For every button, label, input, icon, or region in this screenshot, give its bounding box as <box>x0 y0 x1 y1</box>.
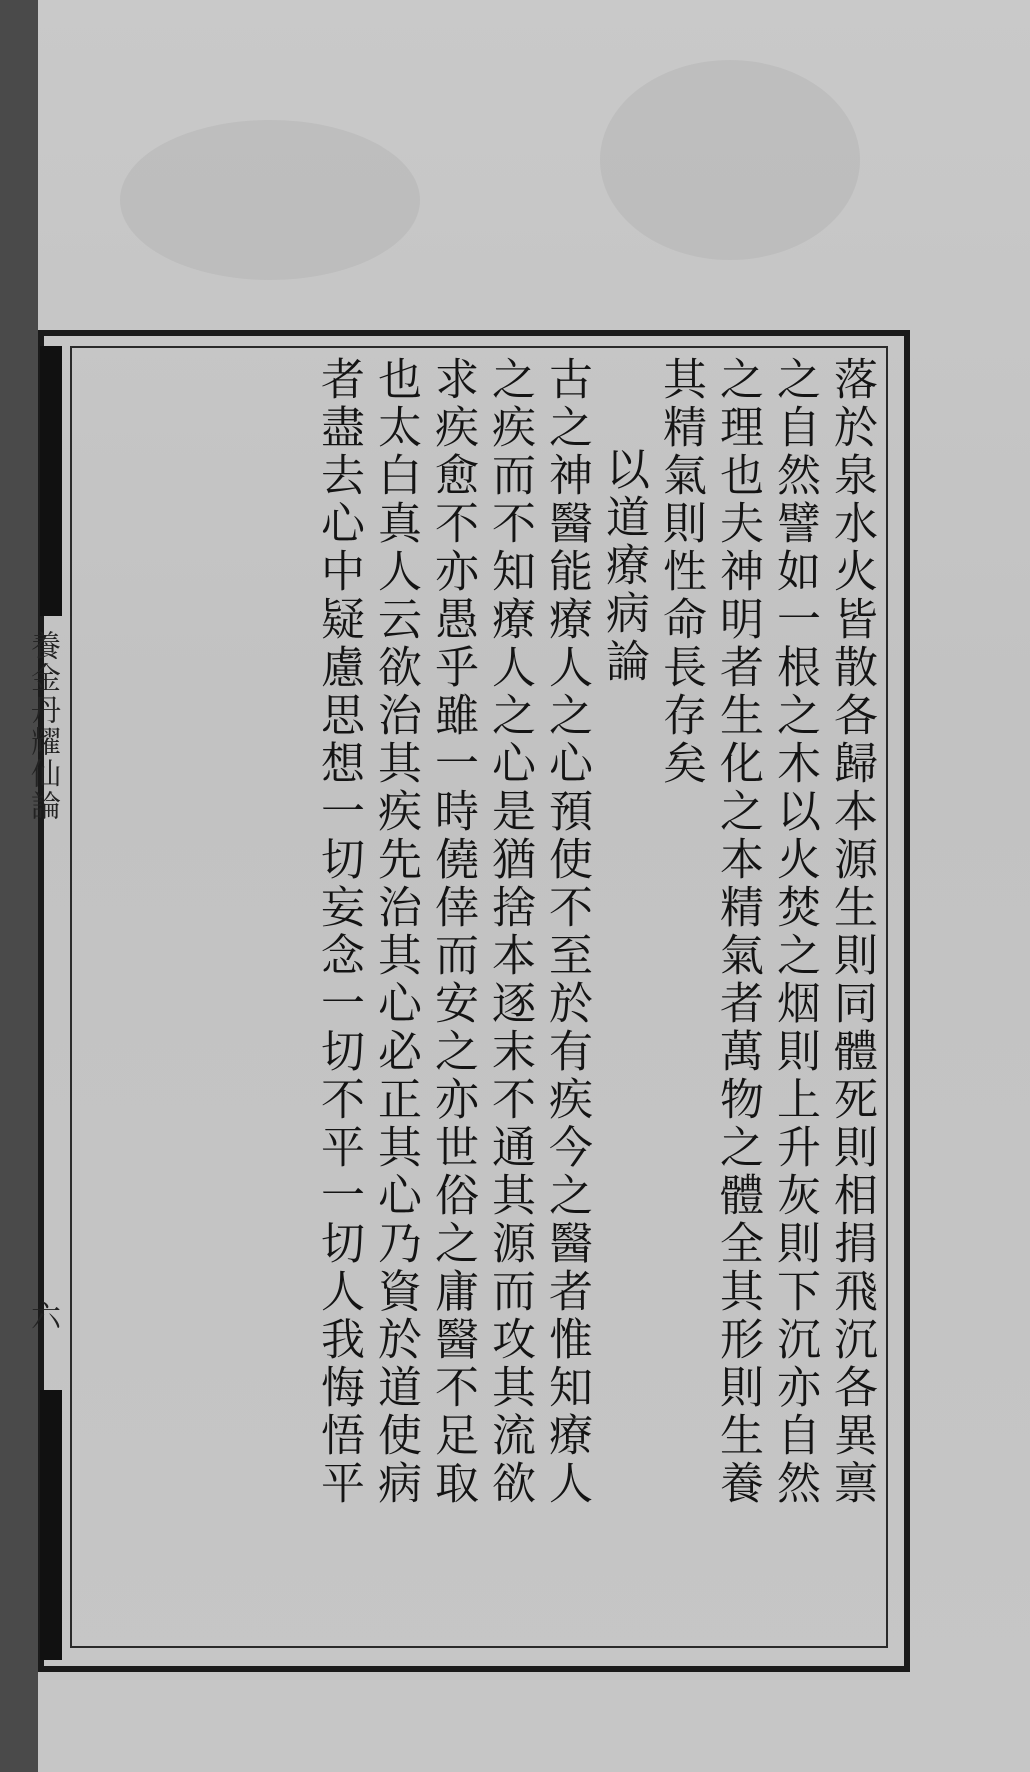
fishtail-mark-top <box>40 346 62 616</box>
paper-stain <box>600 60 860 260</box>
text-column: 古之神醫能療人之心預使不至於有疾今之醫者惟知療人 <box>541 356 592 1508</box>
text-column: 之理也夫神明者生化之本精氣者萬物之體全其形則生養 <box>712 356 763 1508</box>
book-spine <box>0 0 38 1772</box>
text-column: 求疾愈不亦愚乎雖一時僥倖而安之亦世俗之庸醫不足取 <box>427 356 478 1508</box>
main-text <box>80 356 880 1646</box>
text-column: 者盡去心中疑慮思想一切妄念一切不平一切人我悔悟平 <box>313 356 364 1508</box>
section-heading: 以道療病論 <box>598 446 649 686</box>
text-column: 也太白真人云欲治其疾先治其心必正其心乃資於道使病 <box>370 356 421 1508</box>
paper-stain <box>120 120 420 280</box>
margin-book-title: 養金丹耀仙論 <box>25 630 60 822</box>
text-column: 之自然譬如一根之木以火焚之烟則上升灰則下沉亦自然 <box>769 356 820 1508</box>
text-column: 落於泉水火皆散各歸本源生則同體死則相捐飛沉各異禀 <box>826 356 877 1508</box>
margin-page-number: 六 <box>25 1300 60 1330</box>
text-column: 其精氣則性命長存矣 <box>655 356 706 788</box>
fishtail-mark-bottom <box>40 1390 62 1660</box>
text-column: 之疾而不知療人之心是猶捨本逐末不通其源而攻其流欲 <box>484 356 535 1508</box>
